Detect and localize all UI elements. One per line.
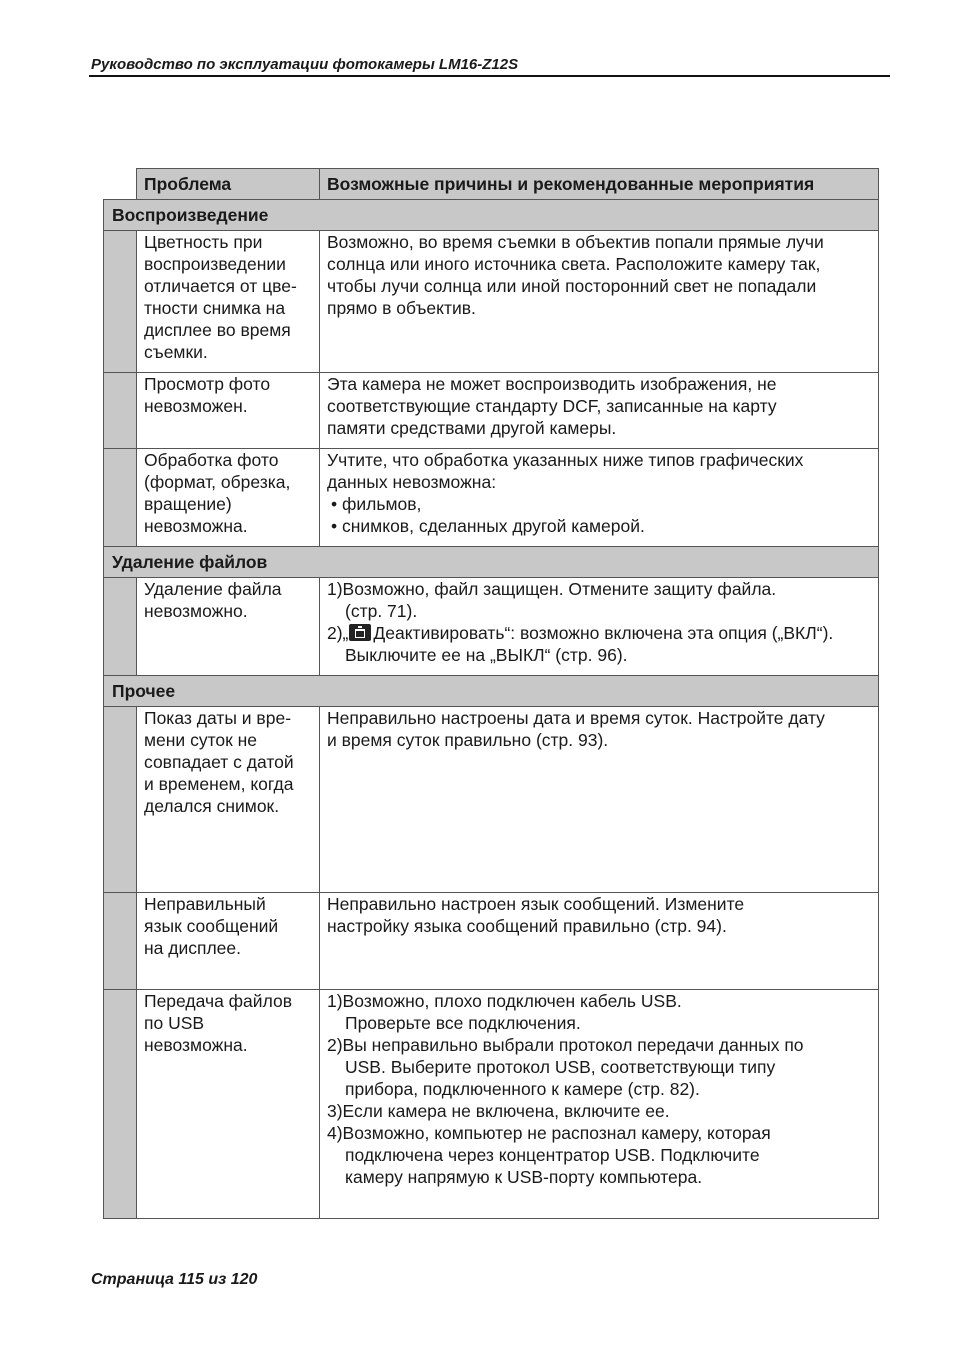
table-row [104, 231, 879, 373]
solution-cell: Эта камера не может воспроизводить изображения, не соответствующие стандарту DCF, записанные на карту памяти средствами другой камеры. [320, 373, 879, 449]
numbered-item: 1)Возможно, файл защищен. Отмените защиту файла. (стр. 71). [327, 579, 777, 621]
header-rule [89, 75, 890, 77]
numbered-item: 2)Вы неправильно выбрали протокол передачи данных по USB. Выберите протокол USB, соответствующи типу прибора, подключенного к камере (стр. 82). [327, 1035, 804, 1099]
column-header-solution: Возможные причины и рекомендованные мероприятия [320, 169, 879, 200]
troubleshooting-table [103, 168, 879, 1219]
table-row [104, 578, 879, 676]
column-header-problem: Проблема [137, 169, 320, 200]
numbered-item: 3)Если камера не включена, включите ее. [327, 1101, 670, 1121]
problem-cell: Обработка фото (формат, обрезка, вращение) невозможна. [137, 449, 320, 547]
section-row-other [104, 676, 879, 707]
section-title: Удаление файлов [104, 547, 879, 578]
section-title: Воспроизведение [104, 200, 879, 231]
problem-cell: Неправильный язык сообщений на дисплее. [137, 893, 320, 990]
solution-cell: Неправильно настроен язык сообщений. Измените настройку языка сообщений правильно (стр. 94). [320, 893, 879, 990]
table-row [104, 990, 879, 1219]
section-row-playback [104, 200, 879, 231]
trash-icon [349, 624, 371, 641]
table-header-row [104, 169, 879, 200]
solution-cell: Учтите, что обработка указанных ниже типов графических данных невозможна: • фильмов, • снимков, сделанных другой камерой. [320, 449, 879, 547]
bullet-item: • снимков, сделанных другой камерой. [331, 516, 645, 536]
table-row [104, 707, 879, 893]
table-row [104, 373, 879, 449]
section-row-delete [104, 547, 879, 578]
solution-cell [320, 578, 879, 676]
table-row [104, 893, 879, 990]
numbered-item: 1)Возможно, плохо подключен кабель USB. Проверьте все подключения. [327, 991, 682, 1033]
running-header: Руководство по эксплуатации фотокамеры LM16-Z12S [91, 56, 519, 73]
solution-cell [320, 990, 879, 1219]
page-number: Страница 115 из 120 [91, 1271, 258, 1288]
table-row [104, 449, 879, 547]
problem-cell: Цветность при воспроизведении отличается от цве- тности снимка на дисплее во время съемки. [137, 231, 320, 373]
problem-cell: Передача файлов по USB невозможна. [137, 990, 320, 1219]
problem-cell: Показ даты и вре- мени суток не совпадает с датой и временем, когда делался снимок. [137, 707, 320, 893]
numbered-item: 4)Возможно, компьютер не распознал камеру, которая подключена через концентратор USB. Подключите камеру напрямую к USB-порту компьютера. [327, 1123, 771, 1187]
problem-cell: Просмотр фото невозможен. [137, 373, 320, 449]
solution-cell: Неправильно настроены дата и время суток. Настройте дату и время суток правильно (стр. 93). [320, 707, 879, 893]
numbered-item: 2)„ Деактивировать“: возможно включена эта опция („ВКЛ“). Выключите ее на „ВЫКЛ“ (стр. 96). [327, 623, 834, 665]
problem-cell: Удаление файла невозможно. [137, 578, 320, 676]
section-title: Прочее [104, 676, 879, 707]
solution-cell: Возможно, во время съемки в объектив попали прямые лучи солнца или иного источника света. Расположите камеру так, чтобы лучи солнца или иной посторонний свет не попадали прямо в объектив. [320, 231, 879, 373]
bullet-item: • фильмов, [331, 494, 422, 514]
